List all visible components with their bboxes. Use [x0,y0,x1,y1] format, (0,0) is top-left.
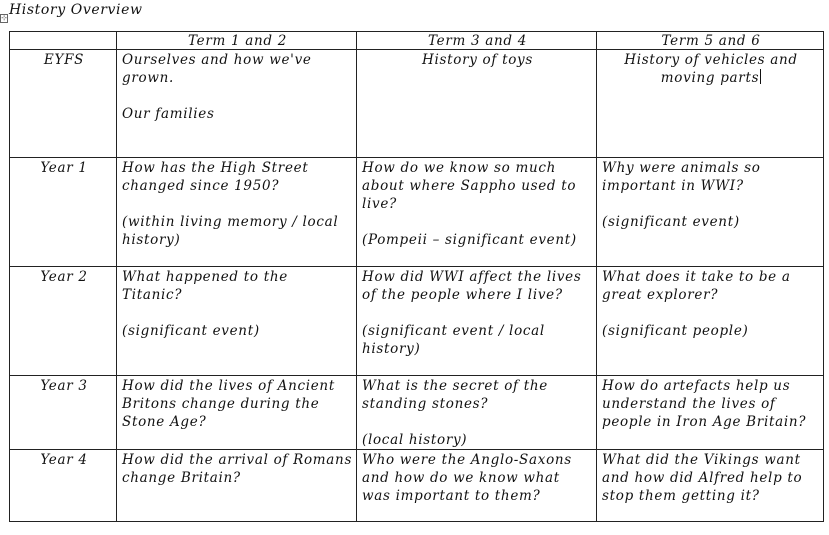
topic-text: Why were animals so important in WWI? [602,160,761,194]
history-overview-table [9,31,824,522]
table-cell[interactable] [597,450,824,522]
topic-text: How did WWI affect the lives of the people where I live? [362,269,582,303]
topic-note: (within living memory / local history) [122,214,339,248]
table-cell[interactable] [117,50,357,158]
topic-text: Our families [122,106,215,122]
table-cell[interactable] [597,50,824,158]
topic-text: How did the lives of Ancient Britons change during the Stone Age? [122,378,335,430]
table-row [10,158,824,267]
topic-note: (significant event) [122,323,260,339]
table-row [10,267,824,376]
topic-note: (significant event / local history) [362,323,545,357]
topic-text: Ourselves and how we've grown. [122,52,312,86]
table-row [10,376,824,450]
page-title: History Overview [9,2,143,18]
table-cell[interactable] [117,450,357,522]
header-term-3-4: Term 3 and 4 [357,32,597,50]
topic-text: How do artefacts help us understand the lives of people in Iron Age Britain? [602,378,807,430]
table-cell[interactable] [597,158,824,267]
topic-text: What does it take to be a great explorer? [602,269,791,303]
header-term-1-2: Term 1 and 2 [117,32,357,50]
topic-note: (local history) [362,432,468,448]
table-cell[interactable] [357,376,597,450]
topic-text: History of toys [422,52,533,68]
topic-note: (significant people) [602,323,749,339]
table-cell[interactable] [357,267,597,376]
topic-note: (Pompeii – significant event) [362,232,577,248]
year-label[interactable]: Year 4 [10,450,117,522]
topic-text: What did the Vikings want and how did Alfred help to stop them getting it? [602,452,803,504]
table-cell[interactable] [597,267,824,376]
topic-text: History of vehicles and moving parts [624,52,798,86]
topic-text: How has the High Street changed since 1950? [122,160,309,194]
topic-text: What is the secret of the standing stones? [362,378,548,412]
year-label[interactable]: EYFS [10,50,117,158]
table-cell[interactable] [357,450,597,522]
topic-text: How do we know so much about where Sappho used to live? [362,160,577,212]
topic-text: Who were the Anglo-Saxons and how do we know what was important to them? [362,452,572,504]
table-row [10,450,824,522]
table-cell[interactable] [597,376,824,450]
year-label[interactable]: Year 1 [10,158,117,267]
table-move-handle-icon[interactable]: ⊹ [1,14,7,22]
table-cell[interactable] [117,267,357,376]
table-cell[interactable] [357,158,597,267]
topic-text: How did the arrival of Romans change Britain? [122,452,353,486]
text-cursor [760,69,761,84]
topic-text: What happened to the Titanic? [122,269,288,303]
table-row [10,50,824,158]
table-cell[interactable] [357,50,597,158]
table-cell[interactable] [117,376,357,450]
year-label[interactable]: Year 3 [10,376,117,450]
header-term-5-6: Term 5 and 6 [597,32,824,50]
header-corner [10,32,117,50]
table-cell[interactable] [117,158,357,267]
topic-note: (significant event) [602,214,740,230]
year-label[interactable]: Year 2 [10,267,117,376]
header-row [10,32,824,50]
